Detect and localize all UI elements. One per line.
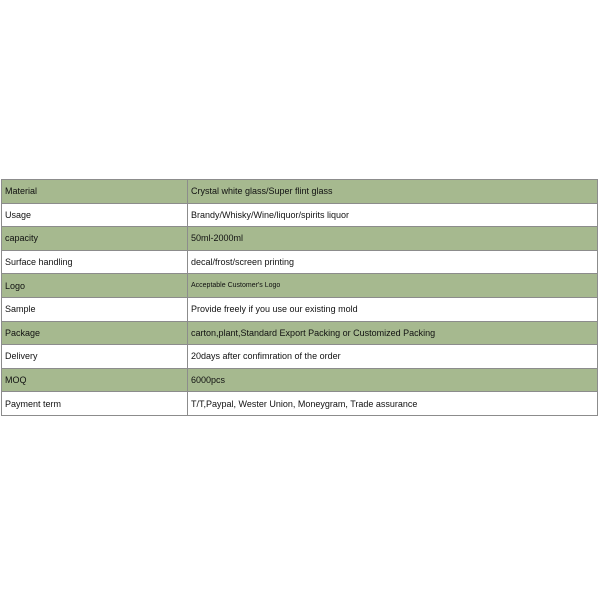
spec-row-usage: [2, 203, 598, 227]
spec-label: capacity: [2, 227, 188, 251]
spec-value: Brandy/Whisky/Wine/liquor/spirits liquor: [188, 203, 598, 227]
product-spec-table: [1, 179, 598, 416]
spec-row-capacity: [2, 227, 598, 251]
spec-label: Logo: [2, 274, 188, 298]
spec-row-surface-handling: [2, 250, 598, 274]
spec-value: decal/frost/screen printing: [188, 250, 598, 274]
spec-row-package: [2, 321, 598, 345]
spec-value: carton,plant,Standard Export Packing or Customized Packing: [188, 321, 598, 345]
spec-label: Package: [2, 321, 188, 345]
spec-value: 20days after confimration of the order: [188, 345, 598, 369]
spec-value: 50ml-2000ml: [188, 227, 598, 251]
spec-row-moq: [2, 368, 598, 392]
spec-label: Sample: [2, 297, 188, 321]
spec-row-delivery: [2, 345, 598, 369]
spec-row-payment-term: [2, 392, 598, 416]
spec-value: 6000pcs: [188, 368, 598, 392]
spec-row-material: [2, 180, 598, 204]
spec-value: Acceptable Customer's Logo: [188, 274, 598, 298]
spec-row-sample: [2, 297, 598, 321]
spec-value: T/T,Paypal, Wester Union, Moneygram, Trade assurance: [188, 392, 598, 416]
spec-value: Crystal white glass/Super flint glass: [188, 180, 598, 204]
spec-label: Delivery: [2, 345, 188, 369]
spec-label: Surface handling: [2, 250, 188, 274]
spec-value: Provide freely if you use our existing mold: [188, 297, 598, 321]
spec-label: Material: [2, 180, 188, 204]
spec-label: Payment term: [2, 392, 188, 416]
spec-label: MOQ: [2, 368, 188, 392]
spec-row-logo: [2, 274, 598, 298]
spec-label: Usage: [2, 203, 188, 227]
